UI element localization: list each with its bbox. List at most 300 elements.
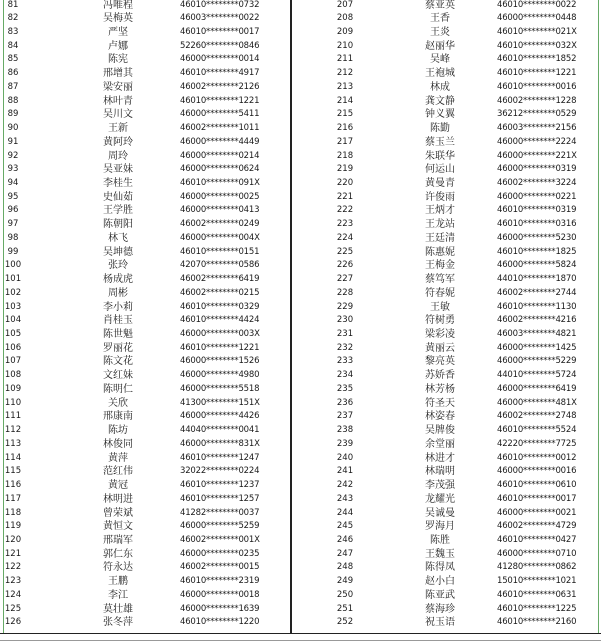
row-number: 213 bbox=[336, 81, 354, 92]
table-row bbox=[4, 163, 290, 177]
id-number: 46010********1852 bbox=[497, 54, 577, 65]
id-number: 46010********021X bbox=[497, 26, 577, 37]
table-row bbox=[4, 273, 290, 287]
person-name: 严坚 bbox=[108, 26, 128, 38]
row-number: 109 bbox=[4, 383, 22, 394]
table-row bbox=[4, 122, 290, 136]
person-name: 吴梅英 bbox=[103, 13, 133, 25]
id-number: 46010********1221 bbox=[497, 68, 577, 79]
row-number: 83 bbox=[7, 26, 19, 37]
person-name: 张冬萍 bbox=[103, 617, 133, 629]
table-row bbox=[292, 95, 598, 109]
person-name: 祝玉语 bbox=[425, 617, 455, 629]
row-number: 246 bbox=[336, 534, 354, 545]
table-row bbox=[292, 287, 598, 301]
row-number: 106 bbox=[4, 342, 22, 353]
table-row bbox=[4, 12, 290, 26]
person-name: 关欣 bbox=[108, 397, 128, 409]
id-number: 46010********0631 bbox=[497, 589, 577, 600]
person-name: 朱联华 bbox=[425, 150, 455, 162]
id-number: 46010********032X bbox=[497, 40, 577, 51]
row-number: 84 bbox=[7, 40, 19, 51]
person-name: 吴牌俊 bbox=[425, 425, 455, 437]
table-row bbox=[292, 589, 598, 603]
person-name: 黄恒文 bbox=[103, 521, 133, 533]
id-number: 46010********1225 bbox=[497, 603, 577, 614]
row-number: 242 bbox=[336, 480, 354, 491]
id-number: 46000********5518 bbox=[180, 383, 260, 394]
row-number: 87 bbox=[7, 81, 19, 92]
row-number: 226 bbox=[336, 260, 354, 271]
row-number: 104 bbox=[4, 315, 22, 326]
row-number: 88 bbox=[7, 95, 19, 106]
id-number: 46010********091X bbox=[180, 177, 260, 188]
table-row bbox=[4, 177, 290, 191]
table-row bbox=[292, 122, 598, 136]
row-number: 99 bbox=[7, 246, 19, 257]
row-number: 108 bbox=[4, 370, 22, 381]
row-number: 221 bbox=[336, 191, 354, 202]
row-number: 103 bbox=[4, 301, 22, 312]
id-number: 46000********5259 bbox=[180, 521, 260, 532]
row-number: 233 bbox=[336, 356, 354, 367]
person-name: 吴诚曼 bbox=[425, 507, 455, 519]
row-number: 209 bbox=[336, 26, 354, 37]
id-number: 46002********2748 bbox=[497, 411, 577, 422]
table-row bbox=[4, 548, 290, 562]
id-number: 41282********0037 bbox=[180, 507, 260, 518]
id-number: 46003********0022 bbox=[180, 13, 260, 24]
id-number: 42070********0586 bbox=[180, 260, 260, 271]
row-number: 94 bbox=[7, 177, 19, 188]
table-row bbox=[292, 204, 598, 218]
row-number: 120 bbox=[4, 534, 22, 545]
person-name: 梁安丽 bbox=[103, 81, 133, 93]
id-number: 46002********2744 bbox=[497, 287, 577, 298]
table-row bbox=[292, 328, 598, 342]
table-row bbox=[4, 369, 290, 383]
person-name: 莫壮雄 bbox=[103, 603, 133, 615]
person-name: 王敏 bbox=[430, 301, 450, 313]
id-number: 46000********0025 bbox=[180, 191, 260, 202]
table-row bbox=[4, 259, 290, 273]
person-name: 王学胜 bbox=[103, 205, 133, 217]
person-name: 蔡笃军 bbox=[425, 274, 455, 286]
id-number: 46000********1526 bbox=[180, 356, 260, 367]
person-name: 罗丽花 bbox=[103, 342, 133, 354]
person-name: 赵小白 bbox=[425, 576, 455, 588]
row-number: 119 bbox=[4, 521, 22, 532]
person-name: 史仙茹 bbox=[103, 191, 133, 203]
person-name: 钟义翼 bbox=[425, 109, 455, 121]
id-number: 46010********0316 bbox=[497, 219, 577, 230]
row-number: 223 bbox=[336, 219, 354, 230]
row-number: 225 bbox=[336, 246, 354, 257]
row-number: 248 bbox=[336, 562, 354, 573]
row-number: 90 bbox=[7, 123, 19, 134]
table-row bbox=[292, 575, 598, 589]
person-name: 蔡亚英 bbox=[425, 0, 455, 11]
row-number: 210 bbox=[336, 40, 354, 51]
row-number: 102 bbox=[4, 287, 22, 298]
id-number: 46010********0017 bbox=[497, 493, 577, 504]
table-row bbox=[292, 191, 598, 205]
table-row bbox=[292, 40, 598, 54]
person-name: 李小莉 bbox=[103, 301, 133, 313]
row-number: 117 bbox=[4, 493, 22, 504]
table-row bbox=[4, 507, 290, 521]
id-number: 46000********5230 bbox=[497, 232, 577, 243]
table-row bbox=[4, 150, 290, 164]
row-number: 230 bbox=[336, 315, 354, 326]
row-number: 207 bbox=[336, 0, 354, 10]
person-name: 余堂丽 bbox=[425, 438, 455, 450]
row-number: 231 bbox=[336, 329, 354, 340]
bottom-rule bbox=[0, 633, 601, 634]
id-number: 46002********0015 bbox=[180, 562, 260, 573]
table-row bbox=[292, 534, 598, 548]
table-row bbox=[4, 108, 290, 122]
table-row bbox=[4, 410, 290, 424]
id-number: 46010********1247 bbox=[180, 452, 260, 463]
person-name: 吴川文 bbox=[103, 109, 133, 121]
row-number: 81 bbox=[7, 0, 19, 10]
id-number: 46002********001X bbox=[180, 534, 260, 545]
person-name: 龚文静 bbox=[425, 95, 455, 107]
table-row bbox=[292, 383, 598, 397]
row-number: 215 bbox=[336, 109, 354, 120]
id-number: 46000********1425 bbox=[497, 342, 577, 353]
person-name: 赵丽华 bbox=[425, 40, 455, 52]
id-number: 46000********0624 bbox=[180, 164, 260, 175]
row-number: 98 bbox=[7, 232, 19, 243]
id-number: 46002********0215 bbox=[180, 287, 260, 298]
row-number: 82 bbox=[7, 13, 19, 24]
table-row bbox=[4, 0, 290, 12]
table-row bbox=[4, 424, 290, 438]
person-name: 林成 bbox=[430, 81, 450, 93]
id-number: 46010********1130 bbox=[497, 301, 577, 312]
row-number: 245 bbox=[336, 521, 354, 532]
table-row bbox=[292, 163, 598, 177]
table-row bbox=[292, 81, 598, 95]
table-row bbox=[292, 603, 598, 617]
row-number: 224 bbox=[336, 232, 354, 243]
row-number: 115 bbox=[4, 466, 22, 477]
person-name: 黄丽云 bbox=[425, 342, 455, 354]
table-row bbox=[4, 438, 290, 452]
row-number: 240 bbox=[336, 452, 354, 463]
row-number: 252 bbox=[336, 617, 354, 628]
row-number: 111 bbox=[4, 411, 22, 422]
table-row bbox=[4, 479, 290, 493]
person-name: 肖桂玉 bbox=[103, 315, 133, 327]
person-name: 林芳杨 bbox=[425, 383, 455, 395]
id-number: 46010********1221 bbox=[180, 95, 260, 106]
person-name: 黄阿玲 bbox=[103, 136, 133, 148]
row-number: 234 bbox=[336, 370, 354, 381]
person-name: 周彬 bbox=[108, 287, 128, 299]
person-name: 何运山 bbox=[425, 164, 455, 176]
table-row bbox=[292, 410, 598, 424]
person-name: 张玲 bbox=[108, 260, 128, 272]
row-number: 124 bbox=[4, 589, 22, 600]
person-name: 陈胜 bbox=[430, 534, 450, 546]
row-number: 214 bbox=[336, 95, 354, 106]
id-number: 46000********003X bbox=[180, 329, 260, 340]
row-number: 126 bbox=[4, 617, 22, 628]
table-row bbox=[4, 465, 290, 479]
id-number: 46010********2160 bbox=[497, 617, 577, 628]
id-number: 46000********6419 bbox=[497, 383, 577, 394]
id-number: 44010********1870 bbox=[497, 274, 577, 285]
table-row bbox=[4, 493, 290, 507]
id-number: 46010********1237 bbox=[180, 480, 260, 491]
row-number: 218 bbox=[336, 150, 354, 161]
id-number: 46010********0329 bbox=[180, 301, 260, 312]
table-row bbox=[292, 218, 598, 232]
person-name: 杨成虎 bbox=[103, 274, 133, 286]
row-number: 236 bbox=[336, 397, 354, 408]
table-row bbox=[292, 53, 598, 67]
row-number: 208 bbox=[336, 13, 354, 24]
id-number: 46000********2224 bbox=[497, 136, 577, 147]
table-row bbox=[4, 575, 290, 589]
row-number: 125 bbox=[4, 603, 22, 614]
id-number: 46000********0235 bbox=[180, 548, 260, 559]
person-name: 王炳才 bbox=[425, 205, 455, 217]
table-row bbox=[292, 12, 598, 26]
row-number: 89 bbox=[7, 109, 19, 120]
id-number: 46000********481X bbox=[497, 397, 577, 408]
table-row bbox=[4, 287, 290, 301]
table-row bbox=[4, 246, 290, 260]
row-number: 217 bbox=[336, 136, 354, 147]
person-name: 王新 bbox=[108, 123, 128, 135]
row-number: 229 bbox=[336, 301, 354, 312]
id-number: 46010********0012 bbox=[497, 452, 577, 463]
table-row bbox=[4, 616, 290, 630]
table-row bbox=[292, 465, 598, 479]
id-number: 46010********1257 bbox=[180, 493, 260, 504]
table-row bbox=[4, 232, 290, 246]
table-row bbox=[292, 273, 598, 287]
person-name: 范红伟 bbox=[103, 466, 133, 478]
person-name: 陈文花 bbox=[103, 356, 133, 368]
table-row bbox=[4, 81, 290, 95]
person-name: 邢瑞军 bbox=[103, 534, 133, 546]
id-number: 46010********4424 bbox=[180, 315, 260, 326]
row-number: 222 bbox=[336, 205, 354, 216]
row-number: 113 bbox=[4, 438, 22, 449]
table-row bbox=[292, 616, 598, 630]
person-name: 李茂强 bbox=[425, 480, 455, 492]
person-name: 林明进 bbox=[103, 493, 133, 505]
id-number: 44040********0041 bbox=[180, 425, 260, 436]
row-number: 238 bbox=[336, 425, 354, 436]
row-number: 95 bbox=[7, 191, 19, 202]
id-number: 46010********4917 bbox=[180, 68, 260, 79]
table-row bbox=[292, 452, 598, 466]
id-number: 46010********0017 bbox=[180, 26, 260, 37]
row-number: 97 bbox=[7, 219, 19, 230]
person-name: 蔡玉兰 bbox=[425, 136, 455, 148]
table-row bbox=[292, 424, 598, 438]
id-number: 46010********5524 bbox=[497, 425, 577, 436]
id-number: 36212********0529 bbox=[497, 109, 577, 120]
id-number: 46010********0732 bbox=[180, 0, 260, 10]
id-number: 46002********0249 bbox=[180, 219, 260, 230]
table-row bbox=[292, 232, 598, 246]
id-number: 46010********0022 bbox=[497, 0, 577, 10]
person-name: 文红妹 bbox=[103, 370, 133, 382]
table-row bbox=[4, 204, 290, 218]
id-number: 46000********0221 bbox=[497, 191, 577, 202]
person-name: 黎亮英 bbox=[425, 356, 455, 368]
table-row bbox=[4, 561, 290, 575]
table-row bbox=[292, 548, 598, 562]
right-list bbox=[292, 0, 598, 632]
table-row bbox=[292, 314, 598, 328]
person-name: 王香 bbox=[430, 13, 450, 25]
person-name: 苏娇香 bbox=[425, 370, 455, 382]
id-number: 46010********1220 bbox=[180, 617, 260, 628]
person-name: 许俊雨 bbox=[425, 191, 455, 203]
person-name: 蔡海珍 bbox=[425, 603, 455, 615]
id-number: 46000********0319 bbox=[497, 164, 577, 175]
id-number: 41280********0862 bbox=[497, 562, 577, 573]
person-name: 黄萍 bbox=[108, 452, 128, 464]
person-name: 王鹏 bbox=[108, 576, 128, 588]
row-number: 211 bbox=[336, 54, 354, 65]
person-name: 郭仁东 bbox=[103, 548, 133, 560]
table-row bbox=[4, 40, 290, 54]
row-number: 123 bbox=[4, 576, 22, 587]
row-number: 228 bbox=[336, 287, 354, 298]
id-number: 46000********221X bbox=[497, 150, 577, 161]
person-name: 陈得凤 bbox=[425, 562, 455, 574]
row-number: 241 bbox=[336, 466, 354, 477]
table-row bbox=[292, 520, 598, 534]
row-number: 212 bbox=[336, 68, 354, 79]
id-number: 32022********0224 bbox=[180, 466, 260, 477]
person-name: 符圣天 bbox=[425, 397, 455, 409]
table-row bbox=[4, 328, 290, 342]
person-name: 卢娜 bbox=[108, 40, 128, 52]
row-number: 114 bbox=[4, 452, 22, 463]
table-row bbox=[292, 150, 598, 164]
id-number: 46000********5824 bbox=[497, 260, 577, 271]
row-number: 100 bbox=[4, 260, 22, 271]
table-row bbox=[4, 53, 290, 67]
id-number: 46000********831X bbox=[180, 438, 260, 449]
person-name: 吴坤德 bbox=[103, 246, 133, 258]
id-number: 46000********4426 bbox=[180, 411, 260, 422]
row-number: 118 bbox=[4, 507, 22, 518]
id-number: 46000********1639 bbox=[180, 603, 260, 614]
id-number: 46000********0448 bbox=[497, 13, 577, 24]
person-name: 黄冠 bbox=[108, 480, 128, 492]
row-number: 220 bbox=[336, 177, 354, 188]
table-row bbox=[4, 314, 290, 328]
row-number: 237 bbox=[336, 411, 354, 422]
table-row bbox=[292, 561, 598, 575]
id-number: 46002********2126 bbox=[180, 81, 260, 92]
table-row bbox=[4, 67, 290, 81]
table-row bbox=[292, 493, 598, 507]
id-number: 15010********1021 bbox=[497, 576, 577, 587]
left-list bbox=[4, 0, 290, 632]
table-row bbox=[292, 369, 598, 383]
person-name: 王龙站 bbox=[425, 219, 455, 231]
table-row bbox=[4, 452, 290, 466]
row-number: 91 bbox=[7, 136, 19, 147]
table-row bbox=[4, 218, 290, 232]
person-name: 李桂生 bbox=[103, 177, 133, 189]
row-number: 251 bbox=[336, 603, 354, 614]
row-number: 105 bbox=[4, 329, 22, 340]
row-number: 107 bbox=[4, 356, 22, 367]
row-number: 101 bbox=[4, 274, 22, 285]
right-border bbox=[598, 0, 599, 634]
id-number: 46000********004X bbox=[180, 232, 260, 243]
row-number: 243 bbox=[336, 493, 354, 504]
id-number: 46010********0427 bbox=[497, 534, 577, 545]
person-name: 符永达 bbox=[103, 562, 133, 574]
page-edge bbox=[0, 640, 601, 641]
row-number: 216 bbox=[336, 123, 354, 134]
person-name: 吴亚妹 bbox=[103, 164, 133, 176]
id-number: 46000********0710 bbox=[497, 548, 577, 559]
id-number: 46010********1221 bbox=[180, 342, 260, 353]
person-name: 林叶青 bbox=[103, 95, 133, 107]
table-row bbox=[4, 301, 290, 315]
table-row bbox=[292, 0, 598, 12]
person-name: 冯唯程 bbox=[103, 0, 133, 11]
row-number: 250 bbox=[336, 589, 354, 600]
person-name: 陈亚武 bbox=[425, 589, 455, 601]
person-name: 林俊同 bbox=[103, 438, 133, 450]
id-number: 46003********2156 bbox=[497, 123, 577, 134]
person-name: 罗海月 bbox=[425, 521, 455, 533]
row-number: 93 bbox=[7, 164, 19, 175]
table-row bbox=[4, 136, 290, 150]
table-row bbox=[292, 397, 598, 411]
id-number: 52260********0846 bbox=[180, 40, 260, 51]
table-row bbox=[292, 342, 598, 356]
row-number: 227 bbox=[336, 274, 354, 285]
id-number: 44010********5724 bbox=[497, 370, 577, 381]
row-number: 96 bbox=[7, 205, 19, 216]
table-row bbox=[4, 534, 290, 548]
person-name: 陈惠妮 bbox=[425, 246, 455, 258]
row-number: 249 bbox=[336, 576, 354, 587]
id-number: 46000********4449 bbox=[180, 136, 260, 147]
person-name: 吴峰 bbox=[430, 54, 450, 66]
id-number: 46002********4729 bbox=[497, 521, 577, 532]
table-row bbox=[4, 383, 290, 397]
id-number: 46000********0016 bbox=[497, 466, 577, 477]
person-name: 邢康南 bbox=[103, 411, 133, 423]
table-row bbox=[292, 177, 598, 191]
table-row bbox=[292, 507, 598, 521]
row-number: 116 bbox=[4, 480, 22, 491]
id-number: 46010********2319 bbox=[180, 576, 260, 587]
person-name: 曾荣斌 bbox=[103, 507, 133, 519]
table-row bbox=[4, 589, 290, 603]
id-number: 46000********0014 bbox=[180, 54, 260, 65]
table-row bbox=[292, 67, 598, 81]
